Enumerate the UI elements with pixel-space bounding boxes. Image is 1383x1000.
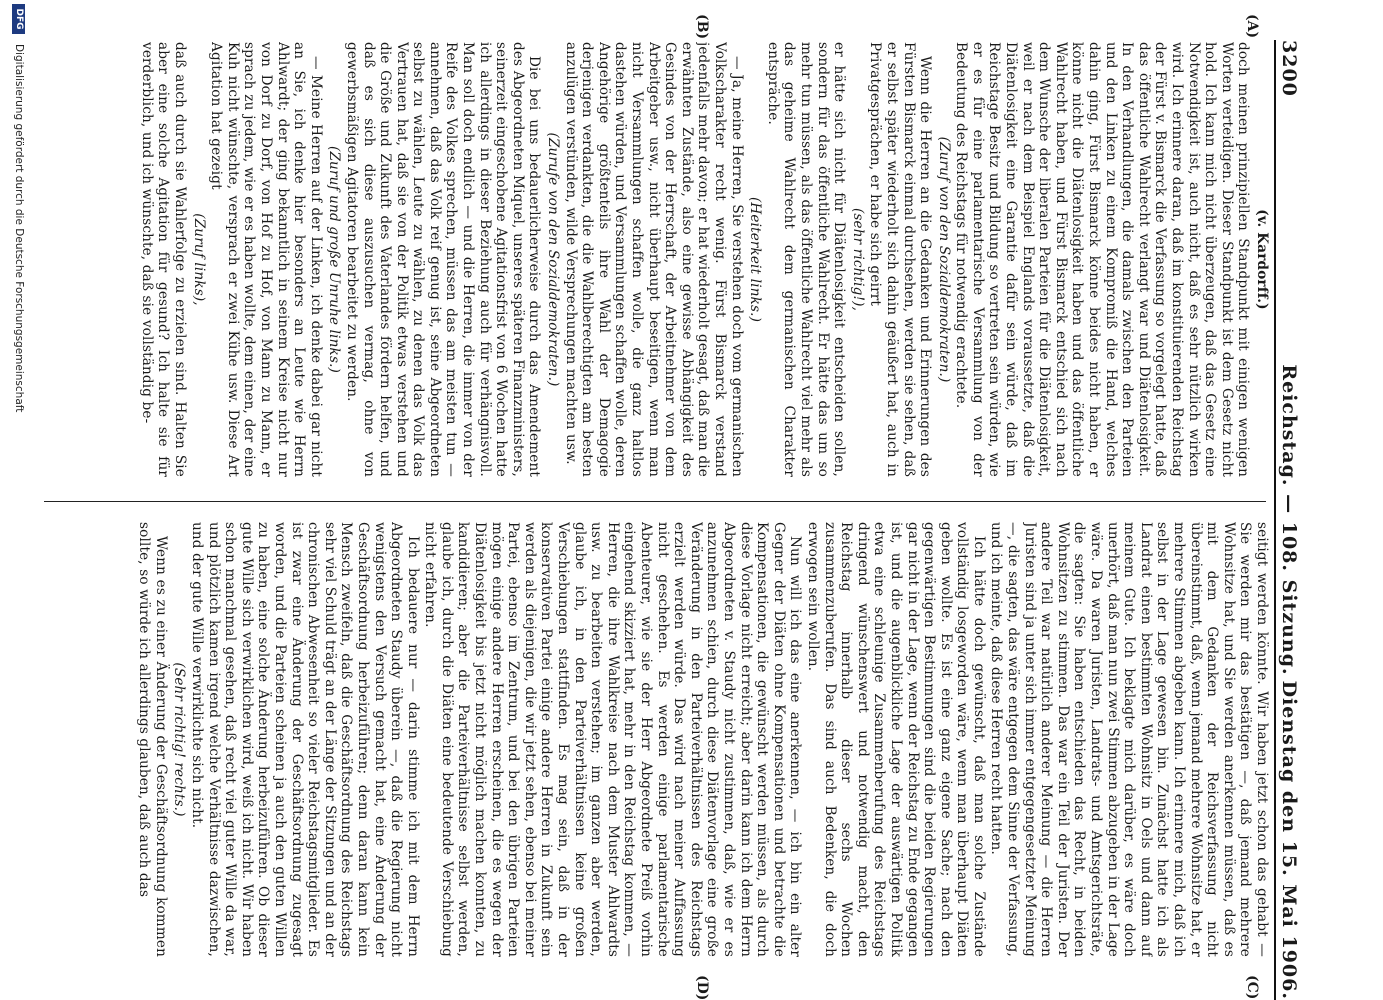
left-text-column	[42, 42, 1270, 477]
paragraph: Ich hätte doch gewünscht, daß man solche Zustände vollständig losgeworden wäre, wenn man überhaupt Diäten geben wollte. Es ist eine ganz eigene Sache; nach den gegenwärtigen Bestimmungen sind die beiden Regierungen gar nicht in der Lage, wenn der Reichstag zu Ende gegangen ist, und die augenblickliche Lage der auswärtigen Politik etwa eine schleunige Zusammenberufung des Reichstags dringend wünschenswert und notwendig macht, den Reichstag innerhalb dieser sechs Wochen zusammenzuberufen. Das sind auch Bedenken, die doch erwogen sein wollen.	[804, 522, 987, 957]
paragraph: Wenn es zu einer Änderung der Geschäftsordnung kommen sollte, so würde ich allerdings glauben, daß auch das	[136, 522, 169, 957]
page-number: 3200	[1278, 40, 1300, 97]
paragraph: — Meine Herren auf der Linken, ich denke dabei gar nicht an Sie, ich denke hier besonders an Leute wie Herrn Ahlwardt; der ging bekanntlich in seinem Kreise nicht nur von Dorf zu Dorf, von Hof zu Hof, von Mann zu Mann, er sprach zu jedem, wie er es haben wollte, dem einen, der eine Kuh nicht wünschte, versprach er zwei Kühe usw. Diese Art Agitation hat gezeigt	[208, 42, 324, 477]
right-text-column	[42, 522, 1270, 957]
speaker-label: (v. Kardorff.)	[1254, 209, 1270, 310]
paragraph: doch meinen prinzipiellen Standpunkt mit einigen wenigen Worten verteidigen. Dieser Standpunkt ist dem Gesetz nicht hold. Ich kann mich nicht überzeugen, daß das Gesetz eine Notwendigkeit ist, auch nicht, daß es sehr nützlich wirken wird. Ich erinnere daran, daß im konstituierenden Reichstag der Fürst v. Bismarck die Verfassung so vorgelegt hatte, daß das öffentliche Wahlrecht verlangt war und Diätenlosigkeit. In den Verhandlungen, die damals zwischen den Parteien und den Linken zu einem Kompromiß die Hand, welches dahin ging, Fürst Bismarck könne beides nicht haben, er könne nicht die Diätenlosigkeit haben und das öffentliche Wahlrecht haben, und Fürst Bismarck entschied sich nach dem Wunsche der liberalen Parteien für die Diätenlosigkeit, weil er nach dem Beispiel Englands voraussetzte, daß die Diätenlosigkeit eine Garantie dafür sein würde, daß im Reichstage Besitz und Bildung so vertreten sein würden, wie er es für eine parlamentarische Versammlung von der Bedeutung des Reichstags für notwendig erachtete.	[953, 42, 1252, 477]
paragraph: — Ja, meine Herren, Sie verstehen doch vom germanischen Volkscharakter recht wenig. Fürst Bismarck verstand jedenfalls mehr davon; er hat wiederholt gesagt, daß man die erwähnten Zustände, also eine gewisse Abhängigkeit des Gesindes von der Herrschaft, der Arbeitnehmer von dem Arbeitgeber usw., nicht überhaupt beseitigen, wenn man nicht Versammlungen schaffen wolle, die ganz haltlos dastehen würden, und Versammlungen schaffen wolle, deren Angehörige größtenteils ihre Wahl der Demagogie derjenigen verdankten, die die Wahlberechtigten am besten anzulügen verstünden, wilde Versprechungen machten usw.	[562, 42, 745, 477]
margin-mark-c: (C)	[1244, 975, 1260, 1000]
margin-mark-d: (D)	[694, 975, 710, 1000]
column-divider	[44, 501, 1266, 502]
paragraph: seitigt werden könnte. Wir haben jetzt schon das gehabt — Sie werden mir das bestätigen —, daß jemand mehrere Wohnsitze hat, und Sie werden anerkennen müssen, daß es mit dem Gedanken der Reichsverfassung nicht übereinstimmt, daß, wenn jemand mehrere Wohnsitze hat, er mehrere Stimmen abgeben kann. Ich erinnere mich, daß ich selbst in der Lage gewesen bin. Zunächst hatte ich als Landrat einen bestimmten Wohnsitz in Oels und dann auf meinem Gute. Ich beklagte mich darüber, es wäre doch unerhört, daß man nun zwei Stimmen abzugeben in der Lage wäre. Da waren Juristen, Landrats- und Amtsgerichtsräte, die sagten: Sie haben entschieden das Recht, in beiden Wohnsitzen zu stimmen. Das war ein Teil der Juristen. Der andere Teil war natürlich anderer Meinung — die Herren Juristen sind ja unter sich immer entgegengesetzter Meinung —, die sagten, das wäre entgegen dem Sinne der Verfassung, und ich meinte, daß diese Herren recht hatten.	[988, 522, 1270, 957]
footer-credit	[6, 0, 30, 1000]
paragraph: er hätte sich nicht für Diätenlosigkeit entscheiden sollen, sondern für das öffentliche Wahlrecht. Er hätte das um so mehr tun müssen, als das öffentliche Wahlrecht viel mehr als das geheime Wahlrecht dem germanischen Charakter entspräche.	[764, 42, 848, 477]
margin-mark-a: (A)	[1244, 14, 1260, 39]
margin-mark-b: (B)	[694, 14, 710, 40]
interjection: (Zuruf links),	[190, 213, 207, 306]
paragraph: Wenn die Herren an die Gedanken und Erinnerungen des Fürsten Bismarck einmal durchsehen, werden sie sehen, daß er selbst später wiederholt sich dahin geäußert hat, auch in Privatgesprächen, er habe sich geirrt	[867, 42, 934, 477]
funding-credit: Digitalisierung gefördert durch die Deutsche Forschungsgemeinschaft	[13, 44, 25, 413]
session-title: Reichstag. — 108. Sitzung.	[1278, 364, 1300, 676]
interjection: (Zuruf von den Sozialdemokraten.)	[935, 136, 952, 383]
interjection: (sehr richtig!),	[849, 207, 866, 312]
interjection: (Sehr richtig! rechts.)	[171, 662, 188, 817]
paragraph: Nun will ich das eine anerkennen, — ich bin ein alter Gegner der Diäten ohne Kompensationen und betrachte die Kompensationen, die gewünscht werden müssen, als durch diese Vorlage nicht erreicht; aber darin kann ich dem Herrn Abgeordneten v. Staudy nicht zustimmen, daß, wie er es anzunehmen schien, durch diese Diätenvorlage eine große Veränderung in den Parteiverhältnissen des Reichstags erzielt werden würde. Das wird nach meiner Auffassung nicht geschehen. Es werden einige parlamentarische Abenteurer, wie sie der Herr Abgeordnete Preiß vorhin eingehend skizziert hat, mehr in den Reichstag kommen, — Herren, die ihre Wahlkreise nach dem Muster Ahlwardts usw. zu bearbeiten verstehen; im ganzen aber werden, glaube ich, in den Parteiverhältnissen keine großen Verschiebungen stattfinden. Es mag sein, daß in der konservativen Partei einige andere Herren in Zukunft sein werden als diejenigen, die wir jetzt sehen, ebenso bei meiner Partei, ebenso im Zentrum, und bei den übrigen Parteien mögen einige andere Herren erscheinen, die es wegen der Diätenlosigkeit bis jetzt nicht möglich machen konnten, zu kandidieren; aber die Parteiverhältnisse selbst werden, glaube ich, durch die Diäten eine bedeutende Verschiebung nicht erfahren.	[422, 522, 804, 957]
interjection: (Heiterkeit links.)	[747, 196, 764, 323]
interjection: (Zuruf und große Unruhe links.)	[326, 146, 343, 373]
paragraph: daß auch durch sie Wahlerfolge zu erzielen sind. Halten Sie aber eine solche Agitation für gesund? Ich halte sie für verderblich, und ich wünschte, daß sie vollständig be-	[138, 42, 188, 477]
page-header	[1274, 40, 1302, 1000]
paragraph: Ich bedauere nur — darin stimme ich mit dem Herrn Abgeordneten Staudy überein —, daß die Regierung nicht wenigstens den Versuch gemacht hat, eine Änderung der Geschäftsordnung herbeizuführen; denn daran kann kein Mensch zweifeln, daß die Geschäftsordnung des Reichstags sehr viel Schuld trägt an der Länge der Sitzungen und an der chronischen Abwesenheit so vieler Reichstagsmitglieder. Es ist zwar eine Änderung der Geschäftsordnung zugesagt worden, und die Parteien scheinen ja auch den guten Willen zu haben, eine solche Änderung herbeizuführen. Ob dieser gute Wille sich verwirklichen wird, weiß ich nicht. Wir haben schon manchmal gesehen, daß recht viel guter Wille da war, und plötzlich kamen irgend welche Verhältnisse dazwischen, und der gute Wille verwirklichte sich nicht.	[189, 522, 421, 957]
session-date: Dienstag den 15. Mai 1906.	[1278, 680, 1300, 1000]
interjection: (Zurufe von den Sozialdemokraten.)	[545, 132, 562, 387]
dfg-logo: DFG	[12, 4, 25, 34]
paragraph: Die bei uns bedauerlicherweise durch das Amendement des Abgeordneten Miquel, unseres späteren Finanzministers, seinerzeit eingeschobene Agitationsfrist von 6 Wochen hatte ich allerdings in dieser Beziehung auch für verhängnisvoll. Man soll doch endlich — und die Herren, die immer von der Reife des Volkes sprechen, müssen das am meisten tun — annehmen, daß das Volk reif genug ist, seine Abgeordneten selbst zu wählen, Leute zu wählen, zu denen das Volk das Vertrauen hat, daß sie von der Politik etwas verstehen und die Größe und Zukunft des Vaterlandes fördern helfen, und daß es sich diese auszusuchen vermag, ohne von gewerbsmäßigen Agitatoren bearbeitet zu werden.	[343, 42, 543, 477]
